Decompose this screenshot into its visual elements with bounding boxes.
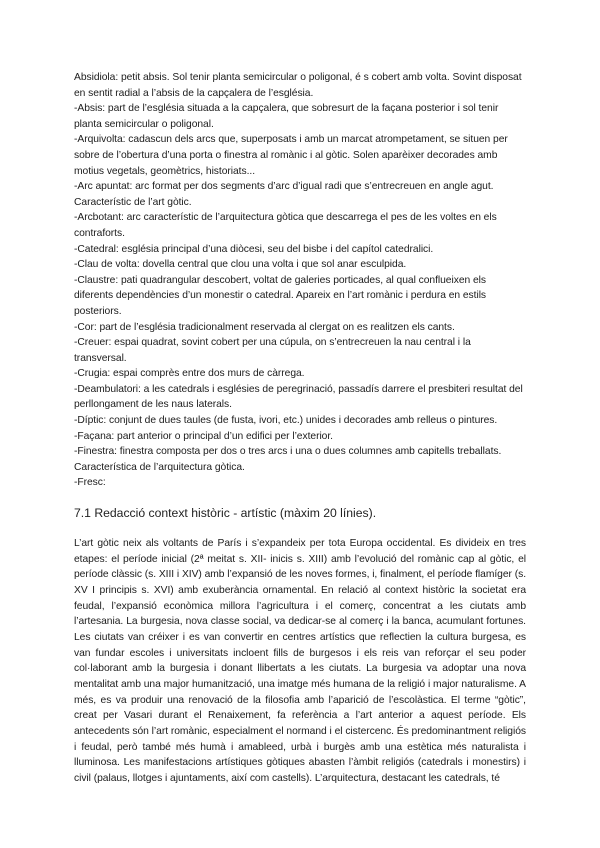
- glossary-entry: -Clau de volta: dovella central que clou una volta i que sol anar esculpida.: [74, 259, 407, 271]
- document-page: [74, 70, 526, 787]
- essay-paragraph: L’art gòtic neix als voltants de París i s’expandeix per tota Europa occidental. Es divideix en tres etapes: el període inicial (2ª meitat s. XII- inicis s. XIII) amb l’evolució del romànic cap al gòtic, el període clàssic (s. XIII i XIV) amb l’expansió de les noves formes, i, finalment, el període flamíger (s. XV I principis s. XVI) amb exuberància ornamental. En relació al context històric la societat era feudal, l’expansió econòmica millora l’agricultura i el comerç, concentrat a les ciutats amb l’artesania. La burgesia, nova classe social, va dedicar-se al comerç i la banca, acumulant fortunes. Les ciutats van créixer i es van convertir en centres artístics que reflectien la cultura burgesa, es van fundar escoles i universitats incloent fills de burgesos i els reis van reforçar el seu poder col·laborant amb la burgesia i donant llibertats a les ciutats. La burgesia va adoptar una nova mentalitat amb una major humanització, una imatge més humana de la religió i major naturalisme. A més, es va produir una renovació de la filosofia amb l’aparició de l’escolàstica. El terme “gòtic”, creat per Vasari durant el Renaixement, fa referència a l’art anterior a aquest període. Els antecedents són l’art romànic, especialment el normand i el cistercenc. És predominantment religiós i feudal, però també més humà i amableed, urbà i burgès amb una estètica més naturalista i lluminosa. Les manifestacions artístiques gòtiques abasten l’àmbit religiós (catedrals i monestirs) i civil (palaus, llotges i ajuntaments, així com castells). L’arquitectura, destacant les catedrals, té: [74, 538, 527, 784]
- glossary-entry: -Crugia: espai comprès entre dos murs de càrrega.: [74, 368, 305, 380]
- glossary-entry: -Arc apuntat: arc format per dos segments d’arc d’igual radi que s’entrecreuen en angle agut. Característic de l’art gòtic.: [74, 181, 494, 208]
- glossary-entry: -Finestra: finestra composta per dos o tres arcs i una o dues columnes amb capitells treballats. Característica de l’arquitectura gòtica.: [74, 446, 502, 473]
- glossary-entry: -Cor: part de l’església tradicionalment reservada al clergat on es realitzen els cants.: [74, 321, 455, 333]
- glossary-entry: -Claustre: pati quadrangular descobert, voltat de galeries porticades, al qual conflueixen els diferents dependències d’un monestir o catedral. Apareix en l’art romànic i perdura en estils posteriors.: [74, 274, 487, 317]
- glossary-entry: -Arcbotant: arc característic de l’arquitectura gòtica que descarrega el pes de les voltes en els contraforts.: [74, 212, 497, 239]
- glossary-list: [74, 70, 526, 491]
- glossary-entry: -Deambulatori: a les catedrals i esglésies de peregrinació, passadís darrere el presbiteri resultat del perllongament de les naus laterals.: [74, 383, 523, 411]
- glossary-entry: -Catedral: església principal d’una diòcesi, seu del bisbe i del capítol catedralici.: [74, 243, 434, 255]
- glossary-entry: -Díptic: conjunt de dues taules (de fusta, ivori, etc.) unides i decorades amb relleus o pintures.: [74, 415, 498, 427]
- section-heading: 7.1 Redacció context històric - artístic (màxim 20 línies).: [74, 506, 377, 521]
- glossary-entry: -Creuer: espai quadrat, sovint cobert per una cúpula, on s’entrecreuen la nau central i la transversal.: [74, 337, 471, 364]
- glossary-entry: -Fresc:: [74, 477, 106, 489]
- glossary-entry: -Arquivolta: cadascun dels arcs que, superposats i amb un marcat atrompetament, se situen per sobre de l’obertura d’una porta o finestra al romànic i al gòtic. Solen aparèixer decorades amb motius vegetals, geomètrics, historiats...: [74, 134, 508, 177]
- glossary-entry: -Absis: part de l’església situada a la capçalera, que sobresurt de la façana posterior i sol tenir planta semicircular o poligonal.: [74, 103, 499, 130]
- glossary-entry: -Façana: part anterior o principal d’un edifici per l’exterior.: [74, 430, 333, 442]
- glossary-entry: Absidiola: petit absis. Sol tenir planta semicircular o poligonal, é s cobert amb volta. Sovint disposat en sentit radial a l’absis de la capçalera de l’església.: [74, 72, 522, 99]
